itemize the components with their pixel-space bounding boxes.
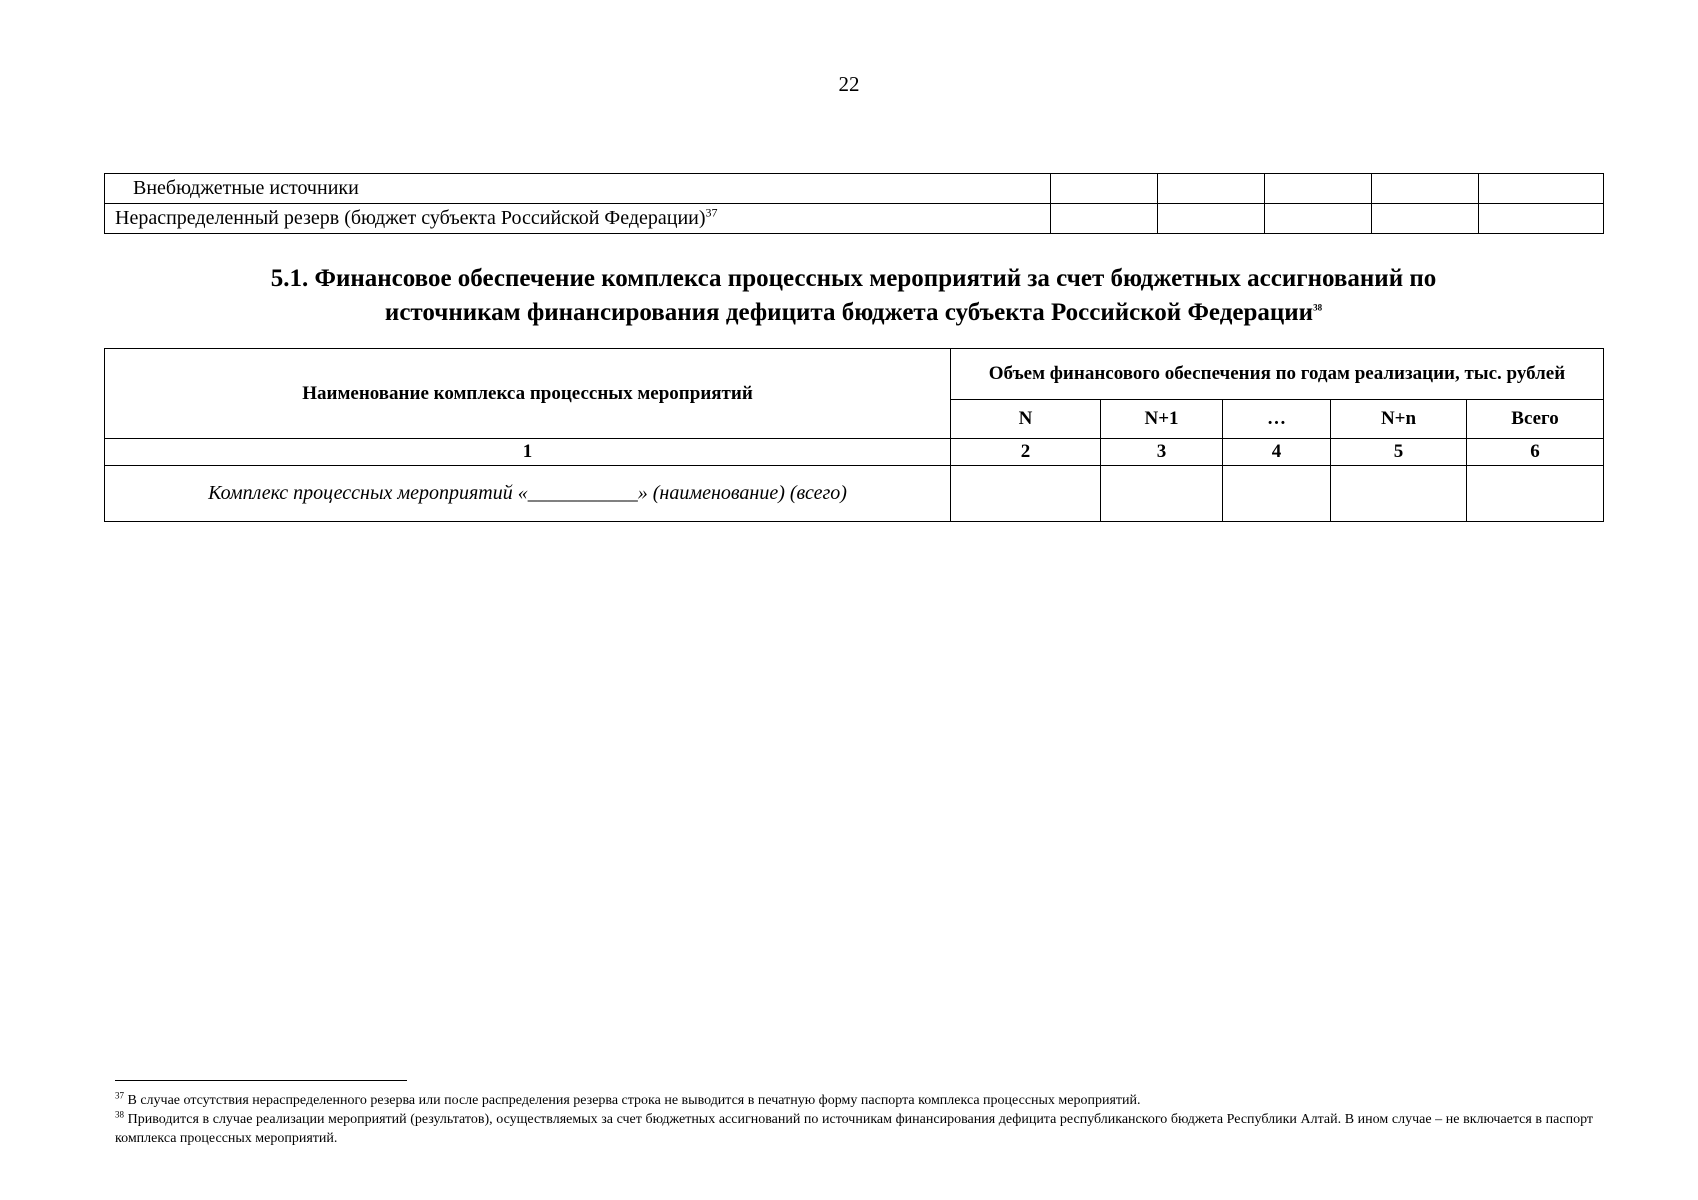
table-cell bbox=[1223, 466, 1331, 522]
index-cell: 2 bbox=[951, 439, 1101, 466]
header-col-total: Всего bbox=[1467, 400, 1604, 439]
table-cell bbox=[1372, 174, 1479, 204]
header-col-ellipsis: … bbox=[1223, 400, 1331, 439]
footnote-ref: 38 bbox=[1313, 302, 1323, 313]
table-cell bbox=[1101, 466, 1223, 522]
table-cell bbox=[1158, 174, 1265, 204]
index-cell: 6 bbox=[1467, 439, 1604, 466]
funding-sources-table bbox=[104, 173, 1604, 234]
header-col-n1: N+1 bbox=[1101, 400, 1223, 439]
footnote-ref: 37 bbox=[705, 205, 718, 220]
table-cell bbox=[951, 466, 1101, 522]
table-cell bbox=[1467, 466, 1604, 522]
index-cell: 3 bbox=[1101, 439, 1223, 466]
row-label: Внебюджетные источники bbox=[105, 174, 1051, 204]
complex-name-cell: Комплекс процессных мероприятий «___________» (наименование) (всего) bbox=[105, 466, 951, 522]
row-label: Нераспределенный резерв (бюджет субъекта Российской Федерации)$^{37}$ bbox=[105, 204, 1051, 234]
section-title bbox=[104, 262, 1603, 330]
footnote-37: $^{37}$ В случае отсутствия нераспределенного резерва или после распределения резерва строка не выводится в печатную форму паспорта комплекса процессных мероприятий. bbox=[115, 1090, 1141, 1108]
table-cell bbox=[1265, 174, 1372, 204]
header-col-n: N bbox=[951, 400, 1101, 439]
table-cell bbox=[1372, 204, 1479, 234]
header-name: Наименование комплекса процессных мероприятий bbox=[105, 349, 951, 439]
table-cell bbox=[1265, 204, 1372, 234]
table-row bbox=[105, 466, 1604, 522]
table-row bbox=[105, 204, 1604, 234]
index-row bbox=[105, 439, 1604, 466]
table-cell bbox=[1051, 174, 1158, 204]
table-cell bbox=[1479, 204, 1604, 234]
index-cell: 1 bbox=[105, 439, 951, 466]
footnotes bbox=[115, 1091, 1593, 1148]
header-col-nn: N+n bbox=[1331, 400, 1467, 439]
section-title-line1: 5.1. Финансовое обеспечение комплекса процессных мероприятий за счет бюджетных ассигнований по bbox=[270, 265, 1437, 292]
table-row bbox=[105, 174, 1604, 204]
header-row bbox=[105, 349, 1604, 400]
page-number: 22 bbox=[838, 72, 860, 96]
header-volume: Объем финансового обеспечения по годам реализации, тыс. рублей bbox=[951, 349, 1604, 400]
index-cell: 4 bbox=[1223, 439, 1331, 466]
table-cell bbox=[1479, 174, 1604, 204]
footnote-divider bbox=[115, 1080, 407, 1081]
table-cell bbox=[1331, 466, 1467, 522]
section-title-line2: источникам финансирования дефицита бюджета субъекта Российской Федерации bbox=[384, 299, 1314, 326]
index-cell: 5 bbox=[1331, 439, 1467, 466]
footnote-38: $^{38}$ Приводится в случае реализации мероприятий (результатов), осуществляемых за счет бюджетных ассигнований по источникам финансирования дефицита республиканского бюджета Республики Алтай. В ином случае – не включается в паспорт комплекса процессных мероприятий. bbox=[115, 1109, 1593, 1146]
financing-table bbox=[104, 348, 1604, 522]
table-cell bbox=[1051, 204, 1158, 234]
table-cell bbox=[1158, 204, 1265, 234]
